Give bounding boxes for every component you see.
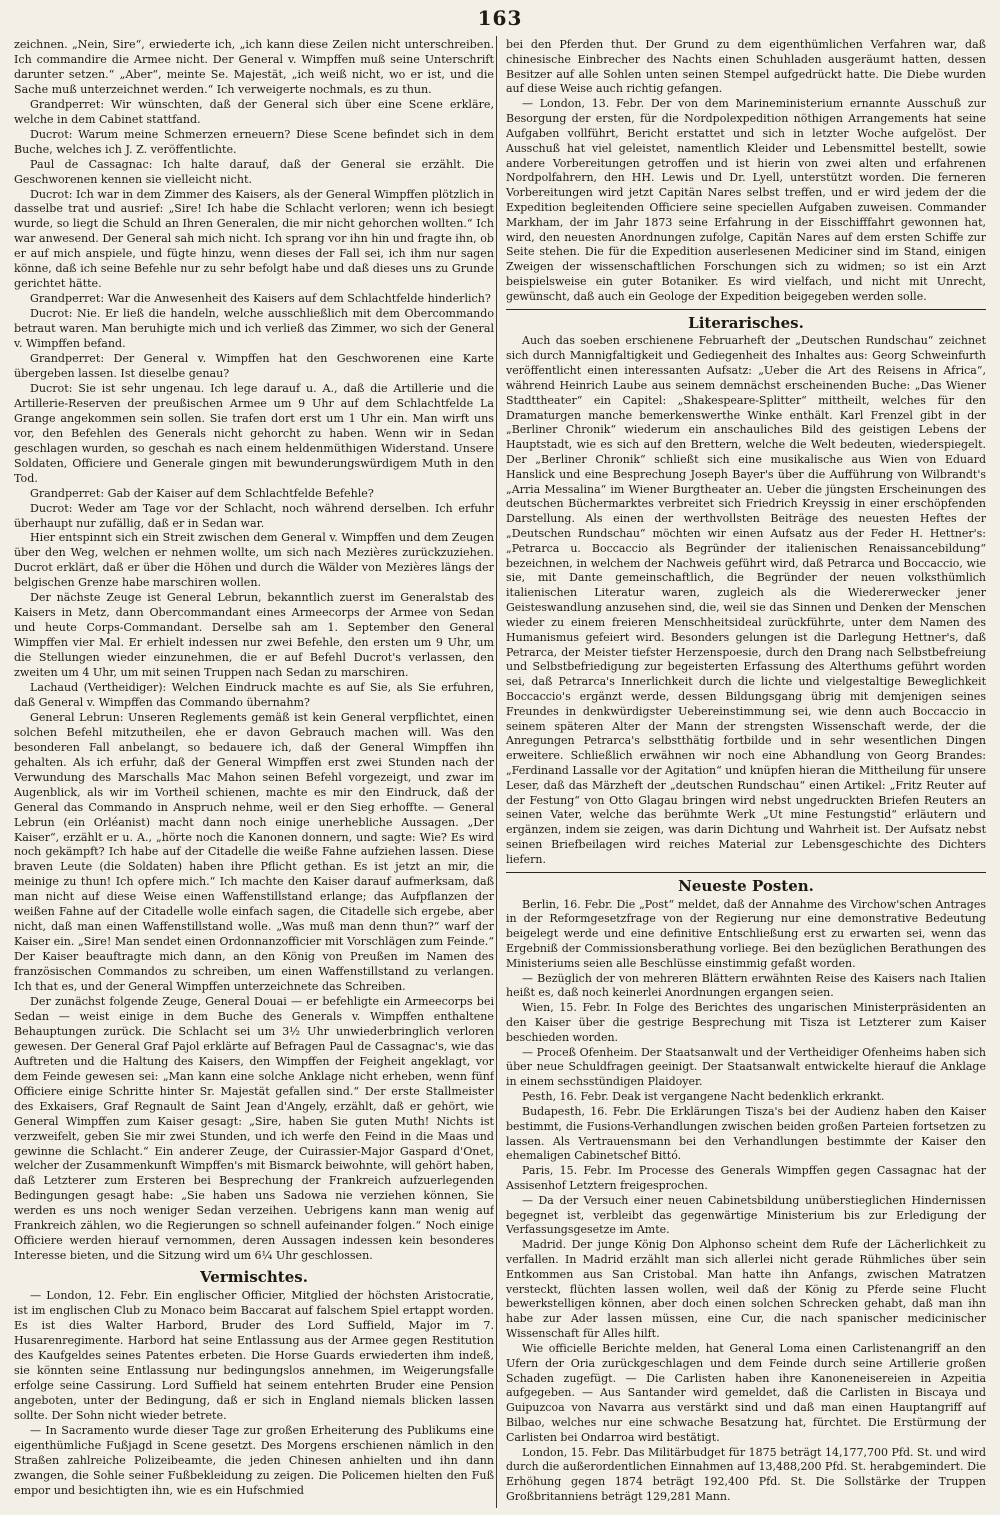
section-rule	[506, 872, 986, 873]
news-item: Wien, 15. Febr. In Folge des Berichtes des ungarischen Ministerpräsidenten an den Kaiser über die gestrige Besprechung mit Tisza ist Letzterer zum Kaiser beschieden worden.	[506, 1001, 986, 1044]
article-paragraph: Ducrot: Weder am Tage vor der Schlacht, noch während derselben. Ich erfuhr überhaupt nur zufällig, daß er in Sedan war.	[14, 501, 494, 530]
news-item: Berlin, 16. Febr. Die „Post“ meldet, daß der Annahme des Virchow'schen Antrages in der Reformgesetzfrage von der Regierung nur eine demonstrative Bedeutung beigelegt werde und eine definitive Entschließung erst zu erwarten sei, wenn das Ergebniß der Commissionsberathung vorliege. Bei den bezüglichen Berathungen des Ministeriums seien alle Beschlüsse einstimmig gefaßt worden.	[506, 897, 986, 970]
article-paragraph: zeichnen. „Nein, Sire“, erwiederte ich, „ich kann diese Zeilen nicht unterschreiben. Ich commandire die Armee nicht. Der General v. Wimpffen muß seine Unterschrift darunter setzen.“ „Aber“, meinte Se. Majestät, „ich weiß nicht, wo er ist, und die Sache muß unterzeichnet werden.“ Ich verweigerte nochmals, es zu thun.	[14, 38, 494, 96]
article-paragraph: Lachaud (Vertheidiger): Welchen Eindruck machte es auf Sie, als Sie erfuhren, daß General v. Wimpffen das Commando übernahm?	[14, 680, 494, 709]
article-paragraph: Grandperret: Gab der Kaiser auf dem Schlachtfelde Befehle?	[30, 486, 374, 500]
news-item: Madrid. Der junge König Don Alphonso scheint dem Rufe der Lächerlichkeit zu verfallen. In Madrid erzählt man sich allerlei nicht gerade Rühmliches über sein Entkommen aus San Cristobal. Man hatte ihn Anfangs, zwischen Matratzen versteckt, flüchten lassen wollen, weil daß der König zu Pferde seine Flucht bewerkstelligen können, aber doch einen solchen Schrecken gehabt, daß man ihn habe zur Ader lassen müssen, eine Cur, die nach spanischer medicinischer Wissenschaft für Alles hilft.	[506, 1238, 986, 1341]
article-paragraph: Der zunächst folgende Zeuge, General Douai — er befehligte ein Armeecorps bei Sedan — weist einige in dem Buche des Generals v. Wimpffen enthaltene Behauptungen zurück. Die Schlacht sei um 3½ Uhr unwiederbringlich verloren gewesen. Der General Graf Pajol erklärte auf Befragen Paul de Cassagnac's, wie das Auftreten und die Haltung des Kaisers, den Wimpffen der Feigheit angeklagt, vor dem Feinde gewesen sei: „Man kann eine solche Anklage nicht erheben, wenn fünf Officiere einige Schritte hinter Sr. Majestät gefallen sind.“ Der erste Stallmeister des Exkaisers, Graf Regnault de Saint Jean d'Angely, erzählt, daß er gehört, wie General Wimpffen zum Kaiser gesagt: „Sire, haben Sie guten Muth! Nichts ist verzweifelt, geben Sie mir zwei Stunden, und ich werfe den Feind in die Maas und gewinne die Schlacht.“ Ein anderer Zeuge, der Cuirassier-Major Gaspard d'Onet, welcher der Zusammenkunft Wimpffen's mit Bismarck beiwohnte, will gehört haben, daß Letzterer zum Ersteren bei Besprechung der Frankreich aufzuerlegenden Bedingungen gesagt habe: „Sie haben uns Sadowa nie verziehen können, Sie werden es uns noch weniger Sedan verzeihen. Uebrigens kann man wenig auf Frankreich zählen, wo die Regierungen so schnell aufeinander folgen.“ Noch einige Officiere werden hierauf vernommen, deren Aussagen indessen kein besonderes Interesse bieten, und die Sitzung wird um 6¼ Uhr geschlossen.	[14, 995, 494, 1263]
column-divider	[496, 36, 497, 1508]
article-paragraph: Grandperret: War die Anwesenheit des Kaisers auf dem Schlachtfelde hinderlich?	[30, 292, 491, 306]
news-item: — Bezüglich der von mehreren Blättern erwähnten Reise des Kaisers nach Italien heißt es, daß noch keinerlei Anordnungen ergangen seien.	[506, 971, 986, 1000]
article-paragraph: bei den Pferden thut. Der Grund zu dem eigenthümlichen Verfahren war, daß chinesische Einbrecher des Nachts einen Schuhladen ausgeräumt hatten, dessen Besitzer auf alle Sohlen unten seinen Stempel aufgedrückt hatte. Die Diebe wurden auf diese Weise auch richtig gefangen.	[506, 38, 986, 96]
left-column	[14, 38, 494, 1508]
article-paragraph: Der nächste Zeuge ist General Lebrun, bekanntlich zuerst im Generalstab des Kaisers in Metz, dann Obercommandant eines Armeecorps der Armee von Sedan und heute Corps-Commandant. Derselbe sah am 1. September den General Wimpffen vier Mal. Er erhielt indessen nur zwei Befehle, den ersten um 9 Uhr, um die Stellungen wieder einzunehmen, die er auf Befehl Ducrot's verlassen, den zweiten um 4 Uhr, um mit seinen Truppen nach Sedan zu marschiren.	[14, 591, 494, 680]
news-item: — Da der Versuch einer neuen Cabinetsbildung unüberstieglichen Hindernissen begegnet ist, verbleibt das gegenwärtige Ministerium bis zur Erledigung der Verfassungsgesetze im Amte.	[506, 1193, 986, 1237]
news-item: Wie officielle Berichte melden, hat General Loma einen Carlistenangriff an den Ufern der Oria zurückgeschlagen und dem Feinde durch seine Artillerie großen Schaden zugefügt. — Die Carlisten haben ihre Kanoneneisereien in Azpeitia aufgegeben. — Aus Santander wird gemeldet, daß die Carlisten in Biscaya und Guipuzcoa von Navarra aus verstärkt sind und daß man einen Hauptangriff auf Bilbao, welches nur eine schwache Besatzung hat, fürchtet. Die Erstürmung der Carlisten bei Ondarroa wird bestätigt.	[506, 1341, 986, 1444]
article-paragraph: — London, 12. Febr. Ein englischer Officier, Mitglied der höchsten Aristocratie, ist im englischen Club zu Monaco beim Baccarat auf falschem Spiel ertappt worden. Es ist dies Walter Harbord, Bruder des Lord Suffield, Major im 7. Husarenregimente. Harbord hat seine Entlassung aus der Armee gegen Restitution des Kaufgeldes seines Patentes erbeten. Die Horse Guards erwiederten ihm indeß, sie könnten seine Entlassung nur bedingungslos annehmen, im Weigerungsfalle erfolge seine Cassirung. Lord Suffield hat seinem entehrten Bruder eine Pension angeboten, unter der Bedingung, daß er sich in England niemals blicken lassen sollte. Der Sohn nicht wieder betrete.	[14, 1289, 494, 1422]
article-paragraph: Ducrot: Ich war in dem Zimmer des Kaisers, als der General Wimpffen plötzlich in dasselbe trat und ausrief: „Sire! Ich habe die Schlacht verloren; wenn ich besiegt wurde, so liegt die Schuld an Ihren Generalen, die mir nicht gehorchen wollten.“ Ich war anwesend. Der General sah mich nicht. Ich sprang vor ihn hin und fragte ihn, ob er auf mich anspiele, und fügte hinzu, wenn dieses der Fall sei, ich ihm nur sagen könne, daß ich seine Befehle nur zu sehr befolgt habe und daß dieses uns zu Grunde gerichtet hätte.	[14, 187, 494, 291]
news-item: — Proceß Ofenheim. Der Staatsanwalt und der Vertheidiger Ofenheims haben sich über neue Schuldfragen geeinigt. Der Staatsanwalt entwickelte hierauf die Anklage in einem sechsstündigen Plaidoyer.	[506, 1045, 986, 1089]
article-paragraph: Grandperret: Der General v. Wimpffen hat den Geschworenen eine Karte übergeben lassen. Ist dieselbe genau?	[14, 352, 494, 380]
article-paragraph: General Lebrun: Unseren Reglements gemäß ist kein General verpflichtet, einen solchen Befehl mitzutheilen, ehe er davon Gebrauch machen will. Was den besonderen Fall anbelangt, so bedauere ich, daß der General Wimpffen ihn gehalten. Als ich erfuhr, daß der General Wimpffen erst zwei Stunden nach der Verwundung des Marschalls Mac Mahon seinen Befehl vorgezeigt, und zwar im Augenblick, als wir im Vortheil schienen, machte es mir den Eindruck, daß der General das Commando in Anspruch nehme, weil er den Sieg erhoffte. — General Lebrun (ein Orléanist) macht dann noch einige unerhebliche Aussagen. „Der Kaiser“, erzählt er u. A., „hörte noch die Kanonen donnern, und sagte: Wie? Es wird noch gekämpft? Ich habe auf der Citadelle die weiße Fahne aufziehen lassen. Diese braven Leute (die Soldaten) haben ihre Pflicht gethan. Es ist jetzt an mir, die meinige zu thun! Ich opfere mich.“ Ich machte den Kaiser darauf aufmerksam, daß man nicht auf diese Weise einen Waffenstillstand erlange; das Aufpflanzen der weißen Fahne auf der Citadelle wolle einfach sagen, die Citadelle sich ergebe, aber nicht, daß man einen Waffenstillstand wolle. „Was muß man denn thun?“ warf der Kaiser ein. „Sire! Man sendet einen Ordonnanzofficier mit Vorschlägen zum Feinde.“ Der Kaiser beauftragte mich dann, an den König von Preußen im Namen des französischen Commandos zu schreiben, um einen Waffenstillstand zu verlangen. Ich that es, und der General Wimpffen unterzeichnete das Schreiben.	[14, 710, 494, 994]
news-item: Paris, 15. Febr. Im Processe des Generals Wimpffen gegen Cassagnac hat der Assisenhof Letztern freigesprochen.	[506, 1164, 986, 1192]
article-paragraph: Ducrot: Sie ist sehr ungenau. Ich lege darauf u. A., daß die Artillerie und die Artillerie-Reserven der preußischen Armee um 9 Uhr auf dem Schlachtfelde La Grange angekommen sein sollen. Sie trafen dort erst um 1 Uhr ein. Man wirft uns vor, den Befehlen des Generals nicht gehorcht zu haben. Wenn wir in Sedan geschlagen wurden, so geschah es nach einem heldenmüthigen Widerstand. Unsere Soldaten, Officiere und Generale gingen mit bewunderungswürdigem Muth in den Tod.	[14, 381, 494, 485]
section-heading-neueste-posten: Neueste Posten.	[678, 876, 814, 895]
section-rule	[506, 309, 986, 310]
section-heading-literarisches: Literarisches.	[688, 313, 804, 332]
article-paragraph: Auch das soeben erschienene Februarheft der „Deutschen Rundschau“ zeichnet sich durch Mannigfaltigkeit und Gediegenheit des Inhaltes aus: Georg Schweinfurth veröffentlicht einen interessanten Aufsatz: „Ueber die Art des Reisens in Africa“, während Heinrich Laube aus seinem demnächst erscheinenden Buche: „Das Wiener Stadttheater“ ein Capitel: „Shakespeare-Splitter“ mittheilt, welches für den Dramaturgen manche bemerkenswerthe Winke enthält. Karl Frenzel gibt in der „Berliner Chronik“ wiederum ein anschauliches Bild des geistigen Lebens der Hauptstadt, wie es sich auf den Brettern, welche die Welt bedeuten, wiederspiegelt. Der „Berliner Chronik“ schließt sich eine musikalische aus Wien von Eduard Hanslick und eine Besprechung Joseph Bayer's über die Aufführung von Wilbrandt's „Arria Messalina“ im Wiener Burgtheater an. Ueber die jüngsten Erscheinungen des deutschen Büchermarktes verbreitet sich Friedrich Kreyssig in einer erschöpfenden Darstellung. Als einen der werthvollsten Beiträge des neuesten Heftes der „Deutschen Rundschau“ möchten wir einen Aufsatz aus der Feder H. Hettner's: „Petrarca u. Boccaccio als Begründer der italienischen Renaissancebildung“ bezeichnen, in welchem der Nachweis geführt wird, daß Petrarca und Boccaccio, wie sie, mit Dante gemeinschaftlich, die Begründer der neuen volksthümlich italienischen Literatur waren, zugleich als die Wiedererwecker jener Geisteswandlung anzusehen sind, die, weil sie das Sinnen und Denken der Menschen wieder zu einem freieren Menschheitsideal zurückführte, unter dem Namen des Humanismus gefeiert wird. Besonders gelungen ist die Darlegung Hettner's, daß Petrarca, der Meister tiefster Herzenspoesie, durch den Drang nach Selbstbefreiung und Selbstbefriedigung zur begeisterten Erfassung des Alterthums geführt worden sei, daß Petrarca's Innerlichkeit durch die lichte und vielgestaltige Beweglichkeit Boccaccio's ergänzt werde, dessen Bildungsgang übrig mit demjenigen seines Freundes in denkwürdigster Uebereinstimmung sei, wie denn auch Boccaccio in seinem späteren Alter der Mann der strengsten Wissenschaft werde, der die Anregungen Petrarca's selbstthätig fortbilde und in sehr wesentlichen Dingen erweitere. Schließlich erwähnen wir noch eine Abhandlung von Georg Brandes: „Ferdinand Lassalle vor der Agitation“ und knüpfen hieran die Mittheilung für unsere Leser, daß das Märzheft der „deutschen Rundschau“ einen Artikel: „Fritz Reuter auf der Festung“ von Otto Glagau bringen wird nebst ungedruckten Briefen Reuters an seinen Vater, welche das berühmte Werk „Ut mine Festungstid“ erläutern und ergänzen, indem sie zeigen, was darin Dichtung und Wahrheit ist. Der Aufsatz nebst seinen Briefbeilagen wird reiches Material zur Lebensgeschichte des Dichters liefern.	[506, 334, 986, 866]
news-item: Pesth, 16. Febr. Deak ist vergangene Nacht bedenklich erkrankt.	[522, 1090, 885, 1104]
article-paragraph: Grandperret: Wir wünschten, daß der General sich über eine Scene erkläre, welche in dem Cabinet stattfand.	[14, 97, 494, 126]
page-number: 163	[477, 6, 523, 30]
article-paragraph: — In Sacramento wurde dieser Tage zur großen Erheiterung des Publikums eine eigenthümliche Fußjagd in Scene gesetzt. Des Morgens erschienen nämlich in den Straßen zahlreiche Polizeibeamte, die jeden Chinesen anhielten und ihn dann zwangen, die Sohle seiner Fußbekleidung zu zeigen. Die Policemen hielten den Fuß empor und besichtigten ihn, wie es ein Hufschmied	[14, 1423, 494, 1497]
article-paragraph: Hier entspinnt sich ein Streit zwischen dem General v. Wimpffen und dem Zeugen über den Weg, welchen er nehmen wollte, um sich nach Mezières zurückzuziehen. Ducrot erklärt, daß er über die Höhen und durch die Wälder von Mezières längs der belgischen Grenze habe marschiren wollen.	[14, 531, 494, 590]
article-paragraph: Ducrot: Nie. Er ließ die handeln, welche ausschließlich mit dem Obercommando betraut waren. Man beruhigte mich und ich verließ das Zimmer, wo sich der General v. Wimpffen befand.	[14, 307, 494, 351]
news-item: London, 15. Febr. Das Militärbudget für 1875 beträgt 14,177,700 Pfd. St. und wird durch die außerordentlichen Einnahmen auf 13,488,200 Pfd. St. herabgemindert. Die Erhöhung gegen 1874 beträgt 192,400 Pfd. St. Die Sollstärke der Truppen Großbritanniens beträgt 129,281 Mann.	[506, 1445, 986, 1503]
right-column	[506, 38, 986, 1508]
section-heading-vermischtes: Vermischtes.	[200, 1268, 308, 1287]
article-paragraph: Paul de Cassagnac: Ich halte darauf, daß der General sie erzählt. Die Geschworenen kennen sie vielleicht nicht.	[14, 157, 494, 186]
article-paragraph: — London, 13. Febr. Der von dem Marineministerium ernannte Ausschuß zur Besorgung der ersten, für die Nordpolexpedition nöthigen Arrangements hat seine Aufgaben vollführt, Bericht erstattet und sich in letzter Woche aufgelöst. Der Ausschuß hat viel geleistet, namentlich Kleider und Lebensmittel bestellt, sowie andere Vorbereitungen getroffen und ist hierin von zwei alten und erfahrenen Nordpolfahrern, den HH. Lewis und Dr. Lyell, unterstützt worden. Die ferneren Vorbereitungen wird jetzt Capitän Nares selbst treffen, und er wird jedem der die Expedition begleitenden Officiere seine speciellen Aufgaben zuweisen. Commander Markham, der im Jahr 1873 seine Erfahrung in der Eisschifffahrt gewonnen hat, wird, den neuesten Anordnungen zufolge, Capitän Nares auf dem ersten Schiffe zur Seite stehen. Die für die Expedition auserlesenen Mediciner sind im Stand, einigen Zweigen der wissenschaftlichen Forschungen sich zu widmen; so ist ein Arzt beispielsweise ein guter Botaniker. Es wird vielfach, und nicht mit Unrecht, gewünscht, daß auch ein Geologe der Expedition beigegeben werden solle.	[506, 97, 986, 303]
article-paragraph: Ducrot: Warum meine Schmerzen erneuern? Diese Scene befindet sich in dem Buche, welches ich J. Z. veröffentlichte.	[14, 127, 494, 156]
news-item: Budapesth, 16. Febr. Die Erklärungen Tisza's bei der Audienz haben den Kaiser bestimmt, die Fusions-Verhandlungen zwischen beiden großen Parteien fortsetzen zu lassen. Als Vertrauensmann bei den Verhandlungen bestimmte der Kaiser den ehemaligen Cabinetschef Bittó.	[506, 1104, 986, 1163]
